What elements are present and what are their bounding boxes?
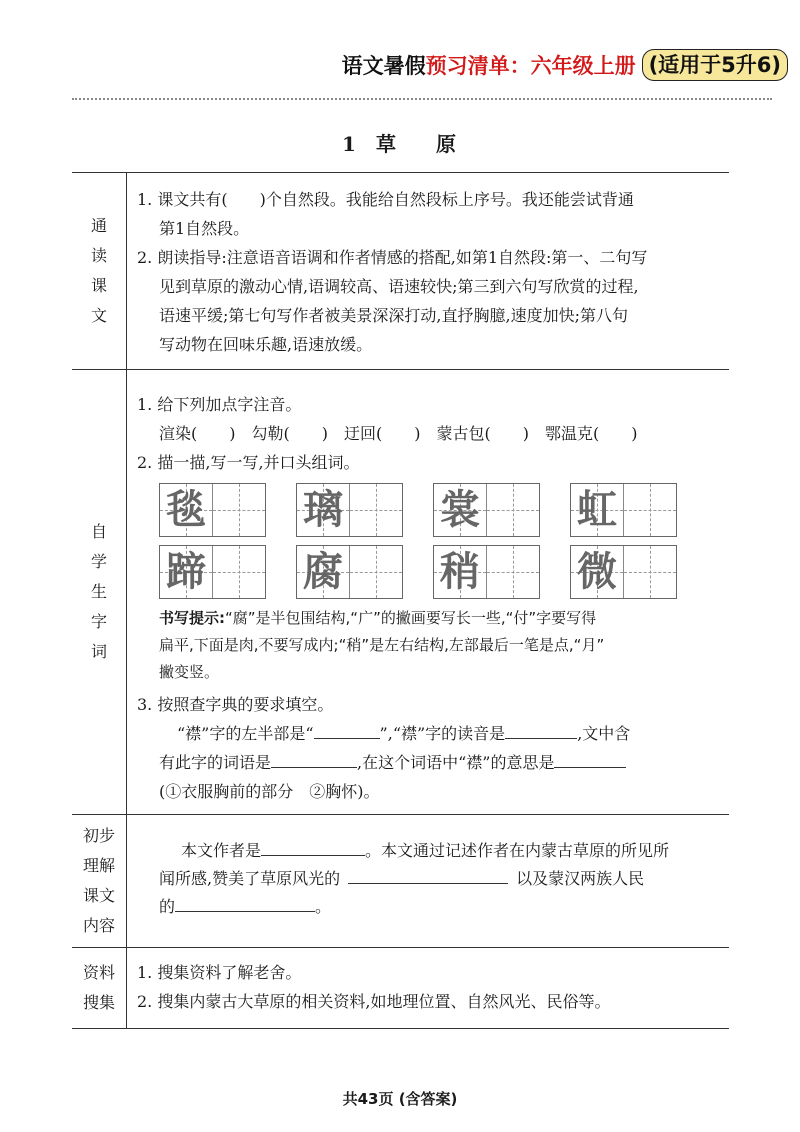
lesson-title-char-1: 草 <box>375 132 398 156</box>
section-label <box>72 370 127 814</box>
char-practice-box[interactable] <box>570 545 677 599</box>
char-write-cell[interactable] <box>213 484 265 536</box>
pinyin-item[interactable]: 蒙古包( ) <box>436 424 529 443</box>
section-read-through <box>72 173 729 370</box>
item-paragraph-count: 1. 课文共有( )个自然段。我能给自然段标上序号。我还能尝试背通 <box>137 190 634 209</box>
label-char: 通 <box>90 216 107 235</box>
header-title-red: 预习清单：六年级上册 <box>425 54 636 78</box>
item-reading-guide-4: 写动物在回味乐趣,语速放缓。 <box>159 335 373 354</box>
section-label <box>72 815 127 947</box>
char-trace-cell: 毯 <box>160 484 213 536</box>
content-line-2: 闻所感,赞美了草原风光的 以及蒙汉两族人民 <box>137 865 725 893</box>
label-line: 内容 <box>82 916 115 935</box>
char-trace-cell: 虹 <box>571 484 624 536</box>
header-divider <box>72 98 772 100</box>
char-practice-box[interactable] <box>296 483 403 537</box>
question-dictionary: 3. 按照查字典的要求填空。 <box>137 695 334 714</box>
char-trace-cell: 腐 <box>297 546 350 598</box>
char-write-cell[interactable] <box>350 546 402 598</box>
label-char: 自 <box>90 522 107 541</box>
section-understand-content <box>72 815 729 948</box>
char-practice-box[interactable] <box>433 483 540 537</box>
char-practice-box[interactable] <box>296 545 403 599</box>
blank-friendship[interactable] <box>175 893 315 912</box>
char-practice-box[interactable] <box>159 483 266 537</box>
collect-item-1: 1. 搜集资料了解老舍。 <box>137 963 302 982</box>
label-line: 课文 <box>82 886 115 905</box>
char-write-cell[interactable] <box>487 546 539 598</box>
char-trace-cell: 蹄 <box>160 546 213 598</box>
char-write-cell[interactable] <box>624 546 676 598</box>
char-write-cell[interactable] <box>213 546 265 598</box>
label-char: 学 <box>90 552 107 571</box>
hint-text: 撇变竖。 <box>159 663 220 681</box>
lesson-title <box>0 128 800 157</box>
section-content <box>127 173 729 369</box>
lesson-title-char-2: 原 <box>435 132 458 156</box>
label-line: 初步 <box>82 826 115 845</box>
dictionary-line-3: (①衣服胸前的部分 ②胸怀)。 <box>159 782 380 801</box>
section-self-study-words <box>72 370 729 815</box>
blank-pronunciation[interactable] <box>505 720 577 739</box>
question-trace-write: 2. 描一描,写一写,并口头组词。 <box>137 453 360 472</box>
hint-text: 扁平,下面是肉,不要写成内;“稍”是左右结构,左部最后一笔是点,“月” <box>159 636 605 654</box>
collect-item-2: 2. 搜集内蒙古大草原的相关资料,如地理位置、自然风光、民俗等。 <box>137 992 611 1011</box>
item-recite: 第1自然段。 <box>159 219 250 238</box>
char-write-cell[interactable] <box>624 484 676 536</box>
blank-meaning[interactable] <box>554 749 626 768</box>
item-reading-guide-1: 2. 朗读指导:注意语音语调和作者情感的搭配,如第1自然段:第一、二句写 <box>137 248 648 267</box>
char-practice-box[interactable] <box>159 545 266 599</box>
pinyin-item[interactable]: 迂回( ) <box>344 424 421 443</box>
question-pinyin: 1. 给下列加点字注音。 <box>137 395 302 414</box>
section-resource-collection <box>72 948 729 1029</box>
page-header <box>342 48 788 82</box>
pinyin-item[interactable]: 鄂温克( ) <box>545 424 638 443</box>
section-label <box>72 173 127 369</box>
section-content <box>127 948 729 1028</box>
label-char: 字 <box>90 612 107 631</box>
char-trace-cell: 稍 <box>434 546 487 598</box>
pinyin-item[interactable]: 勾勒( ) <box>251 424 328 443</box>
char-grid-row-1 <box>137 483 725 537</box>
label-char: 文 <box>90 306 107 325</box>
blank-author[interactable] <box>261 837 365 856</box>
study-table <box>72 172 729 1029</box>
char-trace-cell: 微 <box>571 546 624 598</box>
char-practice-box[interactable] <box>570 483 677 537</box>
hint-text: “腐”是半包围结构,“广”的撇画要写长一些,“付”字要写得 <box>225 609 597 627</box>
section-content <box>127 815 729 947</box>
item-reading-guide-2: 见到草原的激动心情,语调较高、语速较快;第三到六句写欣赏的过程, <box>159 277 639 296</box>
grade-badge: (适用于5升6) <box>642 49 788 81</box>
char-practice-box[interactable] <box>433 545 540 599</box>
char-trace-cell: 璃 <box>297 484 350 536</box>
header-title-black: 语文暑假 <box>341 54 426 78</box>
char-write-cell[interactable] <box>487 484 539 536</box>
section-content <box>127 370 729 814</box>
blank-radical[interactable] <box>314 720 380 739</box>
lesson-number: 1 <box>342 132 358 156</box>
content-line-3: 的 。 <box>137 893 725 921</box>
label-char: 词 <box>90 642 107 661</box>
char-grid-row-2 <box>137 545 725 599</box>
blank-scenery[interactable] <box>348 865 508 884</box>
char-trace-cell: 裳 <box>434 484 487 536</box>
label-line: 资料 <box>82 963 115 982</box>
label-char: 课 <box>90 276 107 295</box>
label-line: 理解 <box>82 856 115 875</box>
hint-label: 书写提示: <box>159 609 225 627</box>
writing-hint <box>137 605 725 686</box>
label-char: 生 <box>90 582 107 601</box>
pinyin-item[interactable]: 渲染( ) <box>159 424 236 443</box>
item-reading-guide-3: 语速平缓;第七句写作者被美景深深打动,直抒胸臆,速度加快;第八句 <box>159 306 628 325</box>
label-char: 读 <box>90 246 107 265</box>
dictionary-line-2: 有此字的词语是 ,在这个词语中“襟”的意思是 <box>137 748 725 777</box>
label-line: 搜集 <box>82 993 115 1012</box>
blank-word[interactable] <box>271 749 357 768</box>
page-footer: 共43页 (含答案) <box>342 1090 458 1108</box>
section-label <box>72 948 127 1028</box>
content-line-1: 本文作者是 。本文通过记述作者在内蒙古草原的所见所 <box>137 837 725 865</box>
pinyin-items <box>137 419 725 448</box>
dictionary-line-1: “襟”字的左半部是“ ”,“襟”字的读音是 ,文中含 <box>137 719 725 748</box>
char-write-cell[interactable] <box>350 484 402 536</box>
